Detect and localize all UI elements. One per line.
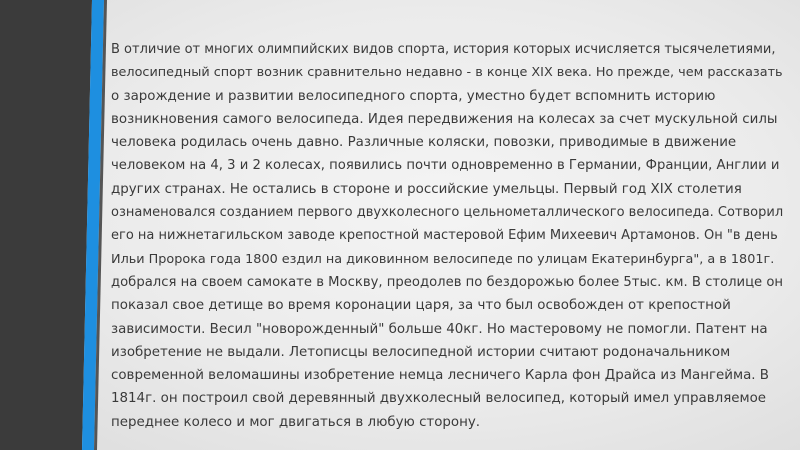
text-line-17: переднее колесо и мог двигаться в любую сторону. — [111, 414, 481, 430]
text-line-6: человеком на 4, 3 и 2 колесах, появились почти одновременно в Германии, Франции, Англии и — [111, 158, 780, 174]
body-text — [111, 38, 783, 434]
text-line-8: ознаменовался созданием первого двухколесного цельнометаллического велосипеда. Сотворил — [111, 205, 784, 221]
text-line-4: возникновения самого велосипеда. Идея передвижения на колесах за счет мускульной силы — [111, 111, 778, 127]
text-line-10: Ильи Пророка года 1800 ездил на диковинном велосипеде по улицам Екатеринбурга", а в 1801г. — [111, 251, 775, 267]
text-line-11: добрался на своем самокате в Москву, преодолев по бездорожью более 5тыс. км. В столице он — [111, 274, 784, 290]
text-line-16: 1814г. он построил свой деревянный двухколесный велосипед, который имел управляемое — [111, 391, 767, 407]
text-line-14: изобретение не выдали. Летописцы велосипедной истории считают родоначальником — [111, 344, 731, 360]
text-line-5: человека родилась очень давно. Различные коляски, повозки, приводимые в движение — [111, 135, 737, 151]
text-line-15: современной веломашины изобретение немца лесничего Карла фон Драйса из Мангейма. В — [111, 368, 769, 384]
text-line-3: о зарождение и развитии велосипедного спорта, уместно будет вспомнить историю — [111, 88, 716, 104]
text-line-12: показал свое детище во время коронации царя, за что был освобожден от крепостной — [111, 298, 731, 314]
text-line-9: его на нижнетагильском заводе крепостной мастеровой Ефим Михеевич Артамонов. Он "в день — [111, 228, 778, 244]
text-line-7: других странах. Не остались в стороне и российские умельцы. Первый год XIX столетия — [111, 181, 742, 197]
dark-stripe — [0, 0, 92, 450]
text-line-1: В отличие от многих олимпийских видов спорта, история которых исчисляется тысячелетиями, — [111, 42, 776, 57]
text-line-2: велосипедный спорт возник сравнительно недавно - в конце XIX века. Но прежде, чем рассказать — [111, 65, 783, 81]
text-line-13: зависимости. Весил "новорожденный" больше 40кг. Но мастеровому не помогли. Патент на — [111, 321, 768, 337]
